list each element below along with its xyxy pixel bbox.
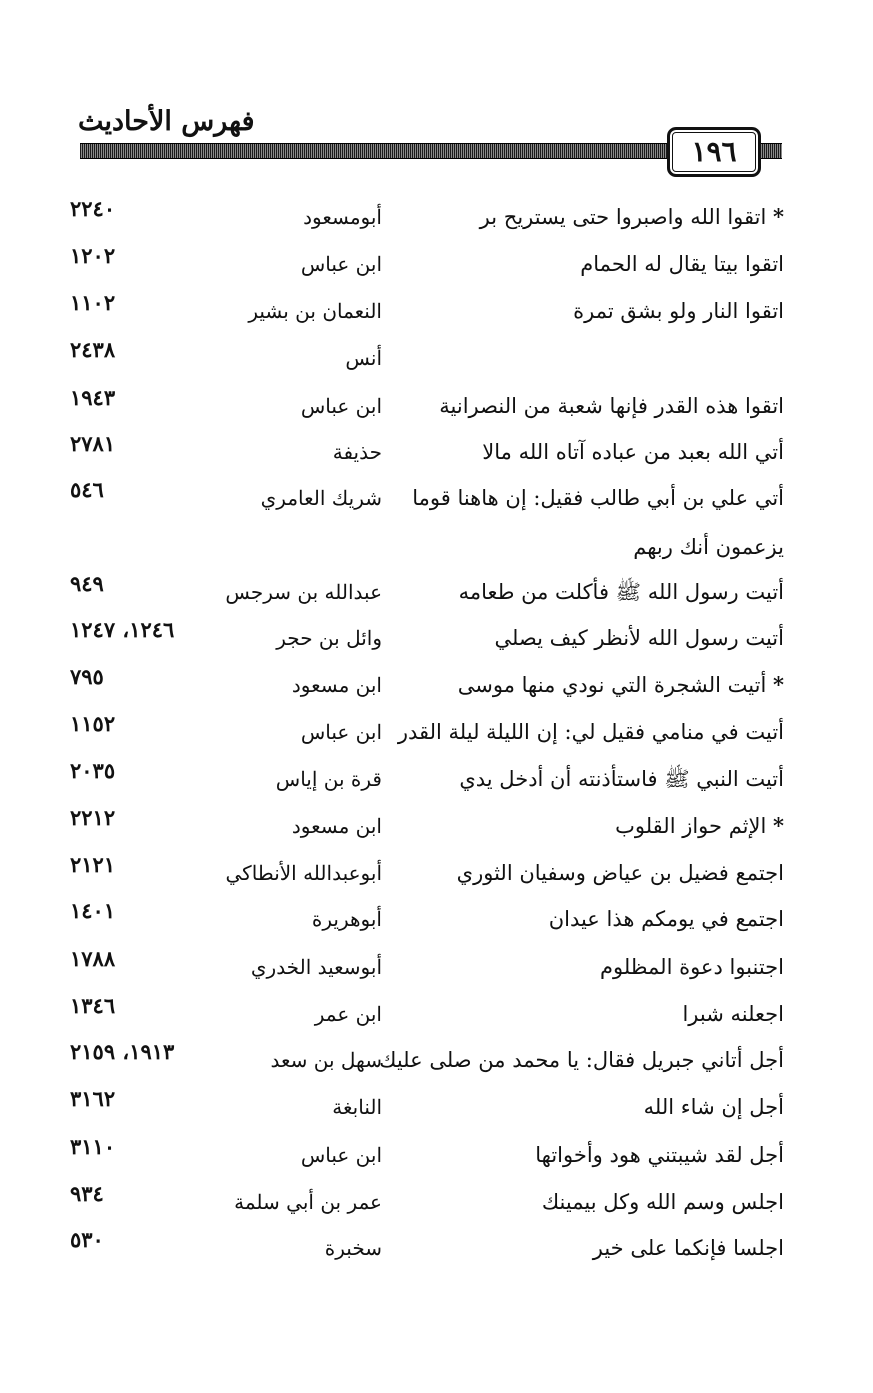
hadith-text bbox=[384, 1180, 784, 1224]
hadith-text-content: أتيت رسول الله لأنظر كيف يصلي bbox=[494, 626, 784, 650]
hadith-number: ١٩٤٣ bbox=[70, 385, 116, 410]
page-number: ١٩٦ bbox=[667, 127, 761, 177]
hadith-number: ٢١٢١ bbox=[70, 852, 116, 877]
narrator-name: سهل بن سعد bbox=[270, 1048, 382, 1072]
index-entry bbox=[0, 1085, 873, 1129]
hadith-text bbox=[384, 384, 784, 428]
narrator-name: حذيفة bbox=[332, 440, 382, 464]
hadith-number: ١١٠٢ bbox=[70, 290, 116, 315]
hadith-text-content: اجتمع فضيل بن عياض وسفيان الثوري bbox=[456, 861, 784, 885]
hadith-number: ٢٤٣٨ bbox=[70, 337, 116, 362]
hadith-text-content: اتقوا النار ولو بشق تمرة bbox=[573, 299, 784, 323]
hadith-number: ١٤٠١ bbox=[70, 898, 116, 923]
narrator-name: قرة بن إياس bbox=[275, 767, 382, 791]
index-entry bbox=[0, 804, 873, 848]
hadith-text-content: أجل أتاني جبريل فقال: يا محمد من صلى عليك bbox=[379, 1048, 784, 1072]
hadith-number: ١٣٤٦ bbox=[70, 993, 116, 1018]
asterisk-mark: * bbox=[773, 672, 784, 697]
hadith-text bbox=[384, 992, 784, 1036]
narrator-name: ابن مسعود bbox=[291, 814, 382, 838]
hadith-text-content: يزعمون أنك ربهم bbox=[633, 535, 784, 559]
hadith-number: ٥٣٠ bbox=[70, 1227, 104, 1252]
hadith-number: ١٢٤٦، ١٢٤٧ bbox=[70, 617, 175, 642]
narrator-name: عبدالله بن سرجس bbox=[225, 580, 382, 604]
hadith-text-content: اتقوا الله واصبروا حتى يستريح بر bbox=[479, 205, 767, 229]
index-entry bbox=[0, 1226, 873, 1270]
hadith-text-content: اجتمع في يومكم هذا عيدان bbox=[548, 907, 784, 931]
hadith-number: ٣١١٠ bbox=[70, 1134, 116, 1159]
index-entry bbox=[0, 195, 873, 239]
narrator-name: ابن مسعود bbox=[291, 673, 382, 697]
index-entry bbox=[0, 476, 873, 520]
narrator-name: أبومسعود bbox=[303, 205, 382, 229]
hadith-text-content: اجلس وسم الله وكل بيمينك bbox=[541, 1190, 784, 1214]
hadith-text bbox=[384, 710, 784, 754]
narrator-name: سخبرة bbox=[324, 1236, 382, 1260]
index-entry bbox=[0, 757, 873, 801]
hadith-text bbox=[379, 1038, 784, 1082]
hadith-text bbox=[384, 1133, 784, 1177]
hadith-text-content: أجل إن شاء الله bbox=[643, 1095, 784, 1119]
hadith-number: ١٩١٣، ٢١٥٩ bbox=[70, 1039, 175, 1064]
narrator-name: النعمان بن بشير bbox=[248, 299, 382, 323]
narrator-name: ابن عباس bbox=[300, 720, 382, 744]
hadith-number: ٢٢٤٠ bbox=[70, 196, 116, 221]
hadith-text bbox=[384, 757, 784, 801]
hadith-text-content: أتي الله بعبد من عباده آتاه الله مالا bbox=[482, 440, 784, 464]
hadith-text bbox=[384, 195, 784, 239]
narrator-name: ابن عباس bbox=[300, 1143, 382, 1167]
hadith-text-content: اجتنبوا دعوة المظلوم bbox=[600, 955, 784, 979]
hadith-text bbox=[384, 476, 784, 520]
hadith-text bbox=[384, 804, 784, 848]
narrator-name: ابن عباس bbox=[300, 394, 382, 418]
hadith-number: ٩٤٩ bbox=[70, 571, 104, 596]
hadith-text-content: أتي علي بن أبي طالب فقيل: إن هاهنا قوما bbox=[412, 486, 784, 510]
hadith-text bbox=[384, 1085, 784, 1129]
hadith-text-content: اجعلنه شبرا bbox=[682, 1002, 784, 1026]
page-header-title: فهرس الأحاديث bbox=[78, 106, 255, 137]
hadith-text bbox=[384, 616, 784, 660]
hadith-text bbox=[384, 242, 784, 286]
hadith-text-content: اتقوا هذه القدر فإنها شعبة من النصرانية bbox=[439, 394, 784, 418]
narrator-name: شريك العامري bbox=[260, 486, 382, 510]
asterisk-mark: * bbox=[773, 813, 784, 838]
hadith-number: ٢٧٨١ bbox=[70, 431, 116, 456]
narrator-name: ابن عمر bbox=[314, 1002, 382, 1026]
narrator-name: ابن عباس bbox=[300, 252, 382, 276]
hadith-text-content: أتيت في منامي فقيل لي: إن الليلة ليلة القدر bbox=[397, 720, 784, 744]
index-entry bbox=[0, 897, 873, 941]
index-entry bbox=[0, 336, 873, 380]
hadith-text-content: أتيت الشجرة التي نودي منها موسى bbox=[457, 673, 767, 697]
hadith-text bbox=[384, 430, 784, 474]
hadith-number: ٢٢١٢ bbox=[70, 805, 116, 830]
hadith-text bbox=[384, 945, 784, 989]
narrator-name: وائل بن حجر bbox=[276, 626, 382, 650]
hadith-text bbox=[384, 1226, 784, 1270]
narrator-name: أبوسعيد الخدري bbox=[250, 955, 382, 979]
hadith-number: ٣١٦٢ bbox=[70, 1086, 116, 1111]
hadith-number: ٥٤٦ bbox=[70, 477, 104, 502]
index-entry bbox=[0, 242, 873, 286]
narrator-name: أبوعبدالله الأنطاكي bbox=[225, 861, 382, 885]
hadith-number: ١١٥٢ bbox=[70, 711, 116, 736]
index-entry bbox=[0, 1133, 873, 1177]
index-entry bbox=[0, 616, 873, 660]
hadith-text-content: اتقوا بيتا يقال له الحمام bbox=[580, 252, 784, 276]
hadith-text-content: اجلسا فإنكما على خير bbox=[592, 1236, 784, 1260]
narrator-name: النابغة bbox=[332, 1095, 382, 1119]
hadith-text-content: أتيت النبي ﷺ فاستأذنته أن أدخل يدي bbox=[459, 767, 784, 791]
hadith-number: ٧٩٥ bbox=[70, 664, 104, 689]
index-entry bbox=[0, 289, 873, 333]
hadith-number: ٩٣٤ bbox=[70, 1181, 104, 1206]
hadith-number: ١٧٨٨ bbox=[70, 946, 116, 971]
hadith-text bbox=[384, 663, 784, 707]
hadith-text bbox=[384, 525, 784, 569]
hadith-number: ١٢٠٢ bbox=[70, 243, 116, 268]
narrator-name: أبوهريرة bbox=[311, 907, 382, 931]
index-entry bbox=[0, 1038, 873, 1082]
narrator-name: أنس bbox=[345, 346, 382, 370]
hadith-text bbox=[384, 289, 784, 333]
asterisk-mark: * bbox=[773, 204, 784, 229]
hadith-text-content: أتيت رسول الله ﷺ فأكلت من طعامه bbox=[458, 580, 784, 604]
hadith-text bbox=[384, 851, 784, 895]
index-entry bbox=[0, 663, 873, 707]
hadith-text-content: أجل لقد شيبتني هود وأخواتها bbox=[535, 1143, 784, 1167]
hadith-text bbox=[384, 897, 784, 941]
index-entry bbox=[0, 710, 873, 754]
narrator-name: عمر بن أبي سلمة bbox=[234, 1190, 382, 1214]
index-entry bbox=[0, 945, 873, 989]
hadith-text-content: الإثم حواز القلوب bbox=[615, 814, 767, 838]
hadith-number: ٢٠٣٥ bbox=[70, 758, 116, 783]
hadith-text bbox=[384, 570, 784, 614]
